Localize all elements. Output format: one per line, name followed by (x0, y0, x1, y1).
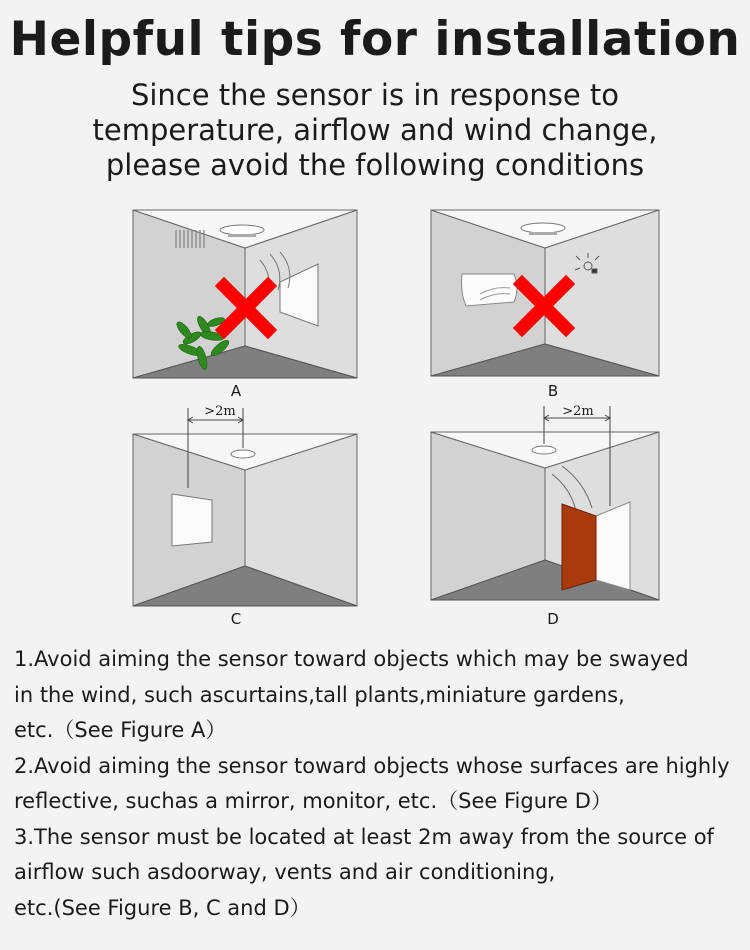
figure-label-b: B (547, 382, 559, 400)
door-icon (562, 504, 596, 590)
page-title: Helpful tips for installation (9, 12, 741, 67)
room-illustration-d (430, 404, 660, 610)
note-line: airflow such asdoorway, vents and air conditioning, (14, 860, 556, 884)
room-illustration-a (132, 208, 358, 380)
figure-c (132, 404, 358, 628)
figure-b (430, 208, 660, 400)
note-line: in the wind, such ascurtains,tall plants,miniature gardens, (14, 682, 625, 707)
distance-label-d: >2m (562, 404, 594, 419)
note-line: etc.(See Figure B, C and D） (14, 895, 311, 920)
note-line: reflective, suchas a mirror, monitor, etc.（See Figure D） (14, 789, 612, 813)
subtitle-line-3: please avoid the following conditions (105, 148, 645, 182)
figure-label-d: D (547, 610, 559, 628)
figure-a (132, 208, 358, 400)
room-illustration-b (430, 208, 660, 380)
room-illustration-c (132, 404, 358, 610)
note-line: 2.Avoid aiming the sensor toward objects whose surfaces are highly (14, 753, 730, 778)
note-line: 3.The sensor must be located at least 2m away from the source of (14, 824, 714, 849)
subtitle-line-1: Since the sensor is in response to (130, 78, 620, 112)
distance-label-c: >2m (204, 404, 236, 419)
subtitle (0, 78, 750, 183)
note-line: 1.Avoid aiming the sensor toward objects which may be swayed (14, 647, 689, 671)
note-line: etc.（See Figure A） (14, 718, 227, 742)
air-conditioner-icon (462, 274, 518, 306)
figure-label-a: A (230, 382, 242, 400)
installation-notes (14, 642, 744, 926)
subtitle-line-2: temperature, airflow and wind change, (92, 113, 658, 147)
figure-d (430, 404, 660, 628)
figure-label-c: C (230, 610, 242, 628)
